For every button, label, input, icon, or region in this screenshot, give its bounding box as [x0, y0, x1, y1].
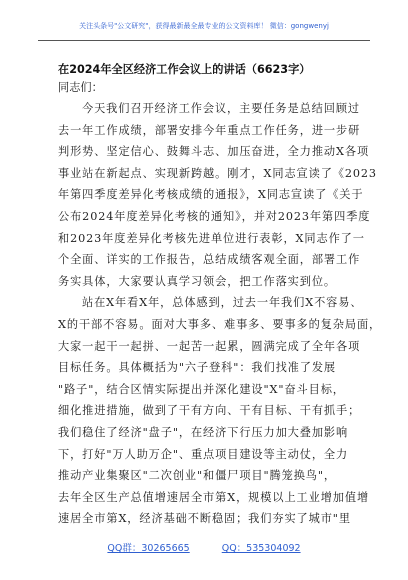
text-line: 和2023年度差异化考核先进单位进行表彰，X同志作了一 [58, 231, 365, 245]
text-line: 年第四季度差异化考核成绩的通报》，X同志宣读了《关于 [58, 188, 364, 202]
footer-contact [38, 536, 370, 558]
text-line: 大家一起干一起拼、一起苦一起累，圆满完成了全年各项 [58, 339, 361, 353]
text-line: 事业站在新起点、实现新跨越。刚才，X同志宣读了《2023 [58, 166, 377, 180]
document-title: 在2024年全区经济工作会议上的讲话（6623字） [58, 63, 311, 76]
text-line: 今天我们召开经济工作会议，主要任务是总结回顾过 [82, 102, 361, 115]
header-divider [38, 40, 370, 41]
text-line: 我们稳住了经济"盘子"，在经济下行压力加大叠加影响 [58, 425, 349, 439]
text-line: 去年全区生产总值增速居全市第X，规模以上工业增加值增 [58, 490, 370, 504]
text-line: 速居全市第X，经济基础不断稳固；我们夯实了城市"里 [58, 512, 351, 526]
text-line: 站在X年看X年，总体感到，过去一年我们X不容易、 [82, 296, 363, 310]
header-banner-text: 关注头条号"公文研究"，获得最新最全最专业的公文资料库！ 微信：gongwenyj [79, 22, 329, 30]
text-line: 下，打好"万人助万企"、重点项目建设等主动仗，全力 [58, 447, 349, 461]
text-line: 去一年工作成绩，部署安排今年重点工作任务，进一步研 [58, 123, 361, 137]
text-line: "路子"，结合区情实际提出并深化建设"X"奋斗目标， [58, 382, 345, 396]
qq-contact-link[interactable]: QQ：535304092 [221, 543, 301, 554]
text-line: 务实具体，大家要认真学习领会，把工作落实到位。 [58, 274, 337, 288]
text-line: 判形势、坚定信心、鼓舞斗志、加压奋进，全力推动X各项 [58, 145, 370, 159]
document-body [58, 98, 382, 530]
text-line: X的干部不容易。面对大事多、难事多、要事多的复杂局面， [58, 317, 382, 331]
salutation: 同志们： [58, 81, 103, 94]
header-banner [38, 14, 370, 38]
text-line: 目标任务。具体概括为"六子登科"：我们找准了发展 [58, 361, 337, 375]
text-line: 公布2024年度差异化考核的通知》，并对2023年第四季度 [58, 209, 371, 223]
qq-group-link[interactable]: QQ群：30265665 [107, 543, 190, 554]
text-line: 细化推进措施，做到了干有方向、干有目标、干有抓手； [58, 404, 361, 418]
text-line: 个全面、详实的工作报告，总结成绩客观全面，部署工作 [58, 253, 361, 267]
text-line: 推动产业集聚区"二次创业"和僵尸项目"腾笼换鸟"， [58, 469, 337, 483]
